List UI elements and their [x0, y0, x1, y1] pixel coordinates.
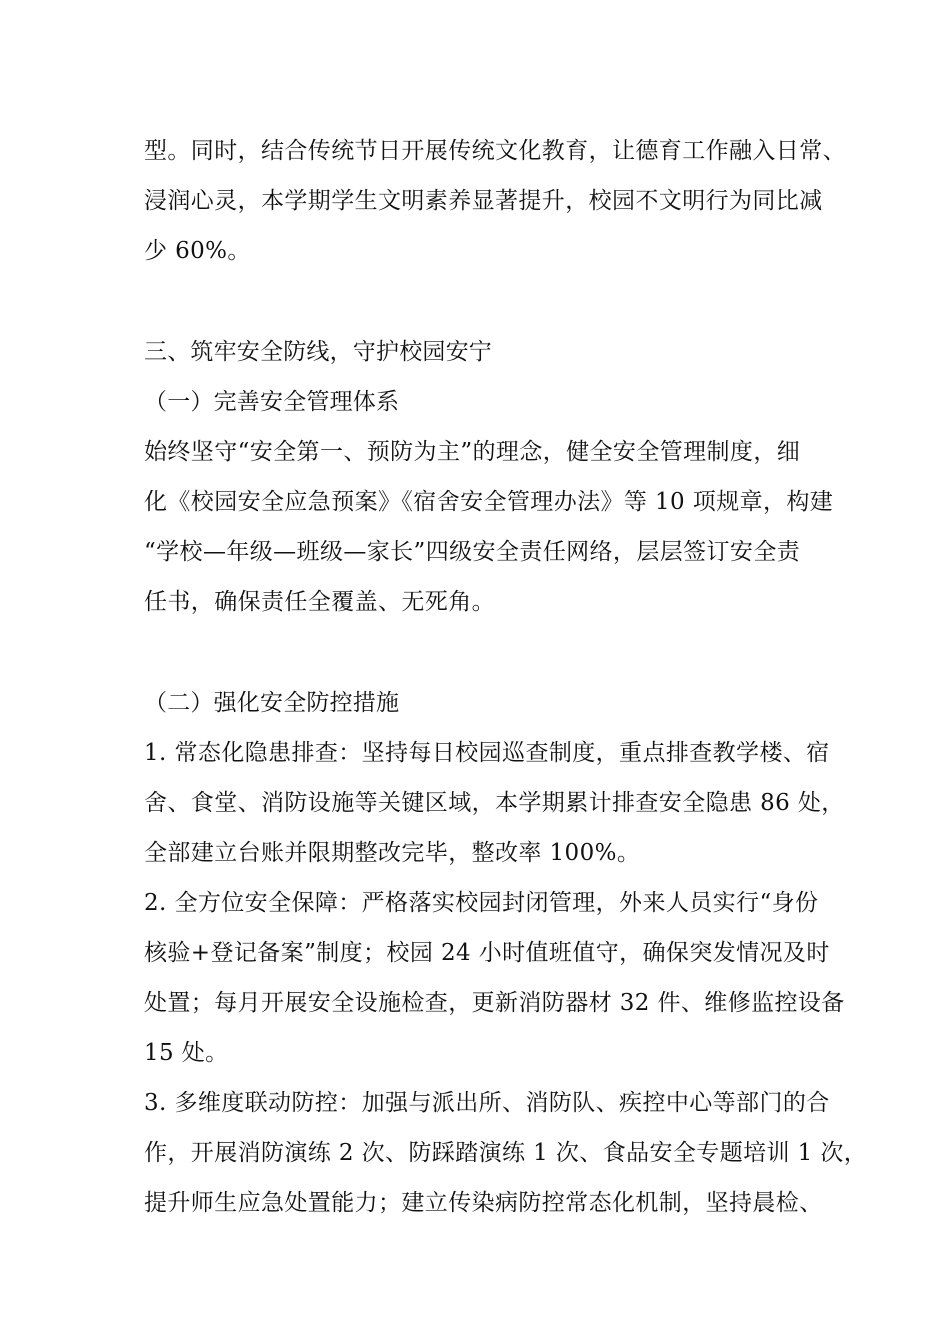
subsection-1-line-2: 化《校园安全应急预案》《宿舍安全管理办法》等 10 项规章，构建	[144, 489, 834, 515]
subsection-1-line-4: 任书，确保责任全覆盖、无死角。	[144, 589, 495, 615]
intro-line-1: 型。同时，结合传统节日开展传统文化教育，让德育工作融入日常、	[144, 138, 846, 164]
item-3-line-1: 3. 多维度联动防控：加强与派出所、消防队、疾控中心等部门的合	[144, 1090, 830, 1116]
section-3-title: 三、筑牢安全防线，守护校园安宁	[144, 339, 492, 365]
subsection-1-line-1: 始终坚守“安全第一、预防为主”的理念，健全安全管理制度，细	[144, 439, 801, 465]
intro-line-2: 浸润心灵，本学期学生文明素养显著提升，校园不文明行为同比减	[144, 188, 823, 214]
item-1-line-2: 舍、食堂、消防设施等关键区域，本学期累计排查安全隐患 86 处，	[144, 790, 845, 816]
item-1-line-1: 1. 常态化隐患排查：坚持每日校园巡查制度，重点排查教学楼、宿	[144, 740, 830, 766]
subsection-1-line-3: “学校—年级—班级—家长”四级安全责任网络，层层签订安全责	[144, 539, 801, 565]
subsection-2-title: （二）强化安全防控措施	[144, 690, 400, 716]
item-3-line-3: 提升师生应急处置能力；建立传染病防控常态化机制，坚持晨检、	[144, 1190, 823, 1216]
intro-line-3: 少 60%。	[144, 238, 251, 264]
subsection-1-title: （一）完善安全管理体系	[144, 389, 400, 415]
item-2-line-3: 处置；每月开展安全设施检查，更新消防器材 32 件、维修监控设备	[144, 990, 845, 1016]
item-2-line-2: 核验+登记备案”制度；校园 24 小时值班值守，确保突发情况及时	[144, 940, 830, 966]
item-3-line-2: 作，开展消防演练 2 次、防踩踏演练 1 次、食品安全专题培训 1 次，	[144, 1140, 868, 1166]
item-1-line-3: 全部建立台账并限期整改完毕，整改率 100%。	[144, 840, 641, 866]
item-2-line-1: 2. 全方位安全保障：严格落实校园封闭管理，外来人员实行“身份	[144, 890, 819, 916]
item-2-line-4: 15 处。	[144, 1040, 229, 1066]
